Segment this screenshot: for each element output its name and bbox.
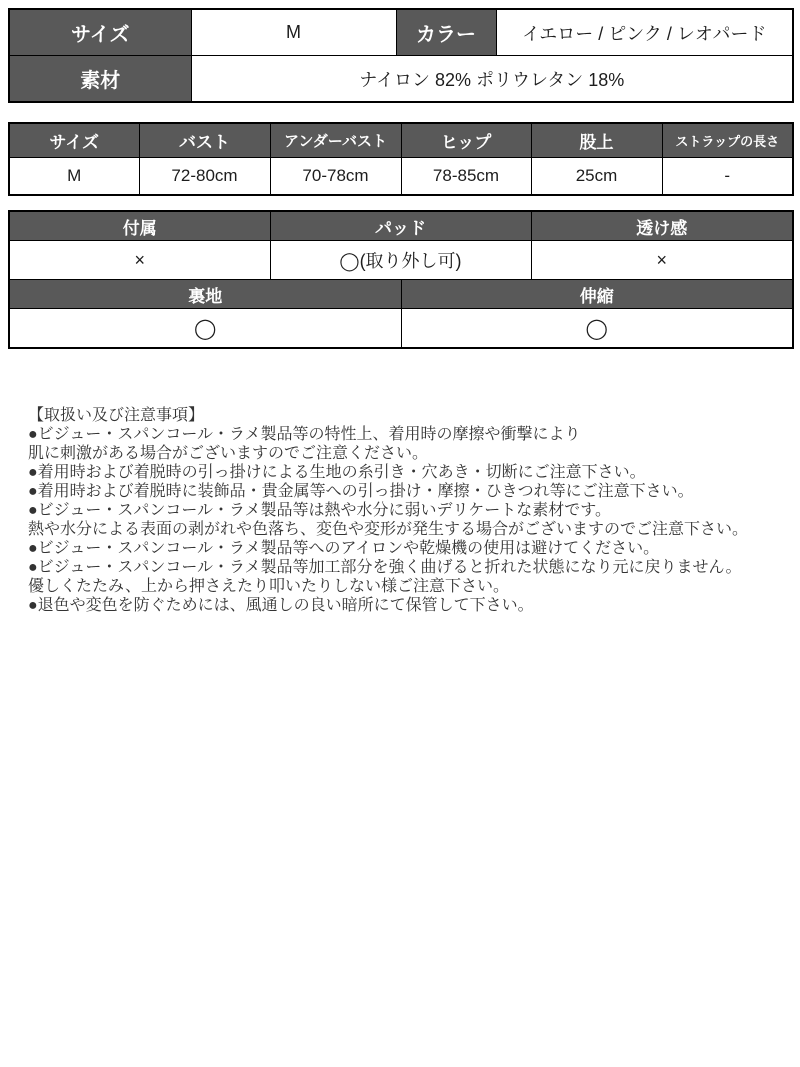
measurement-header-underbust: アンダーバスト xyxy=(270,123,401,158)
care-note-line: ●退色や変色を防ぐためには、風通しの良い暗所にて保管して下さい。 xyxy=(28,597,534,614)
care-note-line: ●ビジュー・スパンコール・ラメ製品等へのアイロンや乾燥機の使用は避けてください。 xyxy=(28,540,660,557)
pad-value-cell: ◯(取り外し可) xyxy=(270,241,531,280)
pad-label-cell: パッド xyxy=(270,211,531,241)
sheerness-value-cell: × xyxy=(531,241,793,280)
features-table xyxy=(8,210,794,349)
accessory-value-cell: × xyxy=(9,241,270,280)
accessory-label-cell: 付属 xyxy=(9,211,270,241)
care-notes-title: 【取扱い及び注意事項】 xyxy=(28,407,205,424)
lining-value-cell: ◯ xyxy=(9,309,401,349)
product-info-table xyxy=(8,8,794,103)
size-label-cell: サイズ xyxy=(9,9,191,56)
lining-label-cell: 裏地 xyxy=(9,280,401,309)
measurement-header-size: サイズ xyxy=(9,123,139,158)
measurement-header-rise: 股上 xyxy=(531,123,662,158)
stretch-value-cell: ◯ xyxy=(401,309,793,349)
care-note-line: ●ビジュー・スパンコール・ラメ製品等は熱や水分に弱いデリケートな素材です。 xyxy=(28,502,611,519)
material-label-cell: 素材 xyxy=(9,56,191,103)
color-value-cell: イエロー / ピンク / レオパード xyxy=(496,9,793,56)
size-value-cell: M xyxy=(191,9,396,56)
measurement-value-rise: 25cm xyxy=(531,158,662,196)
features-value-row-1 xyxy=(9,241,793,280)
measurement-header-strap-length: ストラップの長さ xyxy=(662,123,793,158)
measurement-value-strap-length: - xyxy=(662,158,793,196)
features-value-row-2 xyxy=(9,309,793,349)
care-note-line: 肌に刺激がある場合がございますのでご注意ください。 xyxy=(28,445,429,462)
measurement-header-hip: ヒップ xyxy=(401,123,531,158)
measurements-table xyxy=(8,122,794,196)
product-info-row-material xyxy=(9,56,793,103)
material-value-cell: ナイロン 82% ポリウレタン 18% xyxy=(191,56,793,103)
care-note-line: ●ビジュー・スパンコール・ラメ製品等加工部分を強く曲げると折れた状態になり元に戻りません。 xyxy=(28,559,742,576)
stretch-label-cell: 伸縮 xyxy=(401,280,793,309)
measurement-value-underbust: 70-78cm xyxy=(270,158,401,196)
color-label-cell: カラー xyxy=(396,9,496,56)
care-note-line: ●着用時および着脱時に装飾品・貴金属等への引っ掛け・摩擦・ひきつれ等にご注意下さい。 xyxy=(28,483,694,500)
care-note-line: 熱や水分による表面の剥がれや色落ち、変色や変形が発生する場合がございますのでご注意下さい。 xyxy=(28,521,749,538)
product-info-row-size-color xyxy=(9,9,793,56)
measurement-value-bust: 72-80cm xyxy=(139,158,270,196)
measurements-value-row xyxy=(9,158,793,196)
care-notes xyxy=(28,406,772,615)
sheerness-label-cell: 透け感 xyxy=(531,211,793,241)
care-note-line: 優しくたたみ、上から押さえたり叩いたりしない様ご注意下さい。 xyxy=(28,578,509,595)
features-header-row-2 xyxy=(9,280,793,309)
measurements-header-row xyxy=(9,123,793,158)
measurement-value-size: M xyxy=(9,158,139,196)
care-note-line: ●着用時および着脱時の引っ掛けによる生地の糸引き・穴あき・切断にご注意下さい。 xyxy=(28,464,646,481)
care-note-line: ●ビジュー・スパンコール・ラメ製品等の特性上、着用時の摩擦や衝撃により xyxy=(28,426,581,443)
measurement-value-hip: 78-85cm xyxy=(401,158,531,196)
measurement-header-bust: バスト xyxy=(139,123,270,158)
features-header-row-1 xyxy=(9,211,793,241)
